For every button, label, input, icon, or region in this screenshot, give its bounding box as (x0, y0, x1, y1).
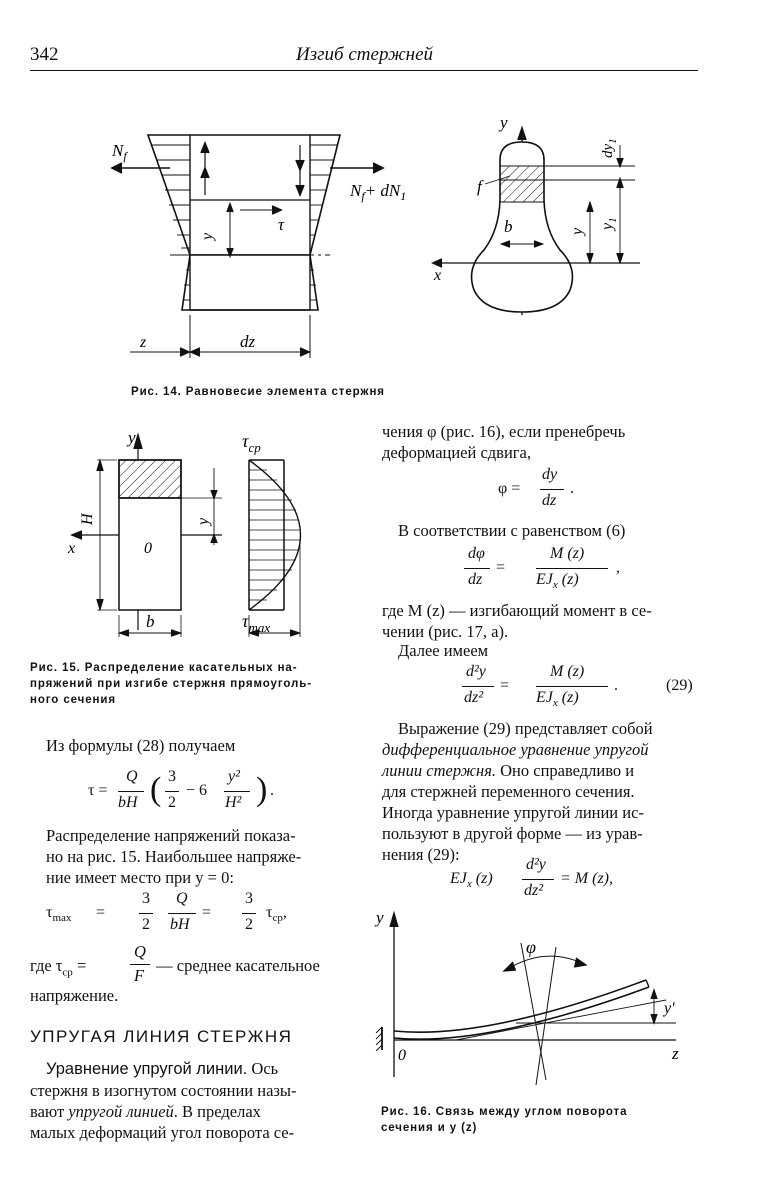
fraction-bar (540, 489, 564, 490)
fig14-dy1-label: $dy_1$ (600, 138, 619, 158)
fig15-h-label: H (79, 513, 96, 525)
formula-part: . (570, 480, 574, 497)
where-m (382, 600, 652, 642)
formula-part: $EJ_x$ (z) (536, 571, 579, 592)
fraction-bar (522, 879, 554, 880)
fig15-tau-max-label: $\tau_{max}$ (242, 611, 271, 635)
fig16-caption-line: Рис. 16. Связь между углом поворота (381, 1106, 628, 1118)
formula-part: 2 (245, 916, 253, 933)
fig14-y1-label: $y_1$ (599, 217, 619, 230)
text-line: пользуют в другой форме — из урав- (382, 824, 643, 843)
formula-dphi (464, 545, 634, 593)
formula-part: − 6 (182, 782, 212, 799)
fig15-caption-line: ного сечения (30, 694, 116, 706)
fig16-y-axis-label: y (376, 908, 384, 927)
section-heading: УПРУГАЯ ЛИНИЯ СТЕРЖНЯ (30, 1027, 293, 1046)
fig14-y-axis-label: y (500, 113, 508, 132)
text-line: Распределение напряжений показа- (46, 826, 296, 845)
text-line: вают упругой линией. В пределах (30, 1102, 261, 1121)
fig16-y-prime-label: y' (664, 1000, 675, 1017)
text-line: ние имеет место при y = 0: (46, 868, 234, 887)
text-line: чении (рис. 17, a). (382, 622, 509, 641)
formula-part: . (614, 677, 618, 694)
fig15-caption-line: Рис. 15. Распределение касательных на- (30, 662, 298, 674)
formula-ej (450, 856, 690, 904)
text-line: но на рис. 15. Наибольшее напряже- (46, 847, 302, 866)
fig14-dz-label: dz (240, 332, 256, 351)
formula-part: = (92, 904, 110, 921)
fig14-caption: Рис. 14. Равновесие элемента стержня (131, 386, 385, 398)
formula-part: 3 (168, 768, 176, 785)
fraction-bar (462, 686, 494, 687)
formula-part: M (z) (550, 545, 585, 562)
where-tau-end: напряжение. (30, 986, 119, 1005)
formula-part: — среднее касательное (152, 956, 320, 975)
formula-part: = M (z), (556, 870, 614, 887)
text-line: Иногда уравнение упругой линии ис- (382, 803, 644, 822)
text-line: для стержней переменного сечения. (382, 782, 635, 801)
fig14-y-dim-label: y (569, 227, 586, 235)
formula-part: $EJ_x$ (z) (536, 689, 579, 710)
right-line-2: деформацией сдвига, (382, 443, 532, 462)
formula-phi (498, 466, 608, 512)
fraction-bar (242, 913, 256, 914)
fig15-origin-label: 0 (144, 540, 152, 557)
formula-part: τ = (88, 782, 108, 799)
formula-part: $\tau_{max}$ (46, 904, 72, 925)
fraction-bar (130, 964, 150, 965)
figure-16 (366, 905, 706, 1095)
formula-part: dφ (468, 545, 485, 562)
fig14-element-diagram (112, 135, 383, 358)
fig14-b-label: b (504, 217, 513, 236)
fraction-bar (168, 913, 196, 914)
formula-part: Q (176, 890, 188, 907)
formula-part: F (134, 966, 145, 985)
text-line: линии стержня. Оно справедливо и (382, 761, 635, 780)
text-line: где M (z) — изгибающий момент в се- (382, 601, 652, 620)
para-accordance: В соответствии с равенством (6) (398, 521, 626, 540)
para-elastic (30, 1058, 360, 1143)
paren-right: ) (256, 771, 268, 808)
formula-tau (88, 768, 318, 816)
header-rule (30, 70, 698, 71)
formula-part: Q (126, 768, 138, 785)
fig15-caption (30, 660, 340, 708)
formula-intro: Из формулы (28) получаем (46, 736, 236, 755)
fraction-bar (139, 913, 153, 914)
formula-part: M (z) (550, 663, 585, 680)
fig15-tau-cp-label: $\tau_{cp}$ (242, 431, 261, 455)
text-line: нения (29): (382, 845, 460, 864)
formula-29 (462, 663, 702, 711)
fig15-y-axis-label: y (128, 428, 136, 447)
formula-part: где $\tau_{cp}$ = (30, 956, 91, 979)
paren-left: ( (150, 771, 162, 808)
text-line: дифференциальное уравнение упругой (382, 740, 649, 759)
fraction-bar (224, 791, 250, 792)
text-line: Уравнение упругой линии. Ось (46, 1059, 279, 1078)
text-line: Выражение (29) представляет собой (398, 719, 653, 738)
figure-15 (62, 425, 322, 650)
fraction-bar (536, 568, 608, 569)
formula-part: dy (542, 466, 558, 483)
formula-part: 2 (168, 794, 176, 811)
formula-part: . (270, 782, 274, 799)
para-distribution (46, 825, 301, 888)
fig16-caption (381, 1104, 711, 1136)
formula-part: 3 (142, 890, 150, 907)
formula-part: 3 (245, 890, 253, 907)
fig14-nf-dn-label: $N_f+ dN_1$ (350, 181, 407, 203)
para-29 (382, 718, 707, 865)
formula-part: y² (228, 768, 240, 785)
formula-part: bH (170, 916, 190, 933)
fraction-bar (536, 686, 608, 687)
fig16-caption-line: сечения и y (z) (381, 1122, 478, 1134)
fig14-f-label: f (477, 177, 482, 196)
formula-part: = (198, 904, 216, 921)
running-title: Изгиб стержней (296, 44, 433, 65)
fig14-nf-label: $N_f$ (112, 141, 127, 163)
formula-part: φ = (498, 480, 525, 497)
formula-part: bH (118, 794, 138, 811)
page-number: 342 (30, 44, 59, 65)
fig16-z-axis-label: z (672, 1044, 679, 1063)
formula-part: Q (134, 942, 146, 961)
figure-14 (100, 100, 700, 365)
formula-part: $EJ_x$ (z) (450, 870, 497, 891)
formula-part: = (496, 677, 514, 694)
fig15-caption-line: пряжений при изгибе стержня прямоуголь- (30, 678, 312, 690)
fig14-x-axis-label: x (434, 267, 442, 284)
fraction-bar (464, 568, 490, 569)
fig15-x-axis-label: x (68, 540, 76, 557)
formula-part: dz² (524, 882, 544, 899)
fig14-y-label: y (199, 232, 216, 240)
formula-taumax (46, 890, 346, 940)
further: Далее имеем (398, 641, 489, 660)
formula-part: d²y (526, 856, 546, 873)
formula-part: dz (542, 492, 557, 509)
fig14-z-label: z (140, 334, 147, 351)
fig16-origin-label: 0 (398, 1047, 406, 1064)
fig16-phi-label: φ (526, 937, 536, 957)
formula-part: dz² (464, 689, 484, 706)
where-tau-line (30, 944, 360, 986)
fig15-b-label: b (146, 612, 155, 631)
formula-part: = (492, 559, 510, 576)
equation-number: (29) (666, 677, 693, 694)
formula-part: 2 (142, 916, 150, 933)
text-line: стержня в изогнутом состоянии назы- (30, 1081, 297, 1100)
text-line: малых деформаций угол поворота се- (30, 1123, 295, 1142)
fig15-y-label: y (195, 517, 212, 525)
formula-part: d²y (466, 663, 486, 680)
fig14-tau-label: τ (278, 215, 285, 234)
formula-part: H² (225, 794, 242, 811)
formula-part: , (616, 559, 620, 576)
right-line-1: чения φ (рис. 16), если пренебречь (382, 422, 626, 441)
formula-part: $\tau_{ср}$, (266, 904, 287, 925)
formula-part: dz (468, 571, 483, 588)
fraction-bar (118, 791, 144, 792)
fraction-bar (165, 791, 179, 792)
